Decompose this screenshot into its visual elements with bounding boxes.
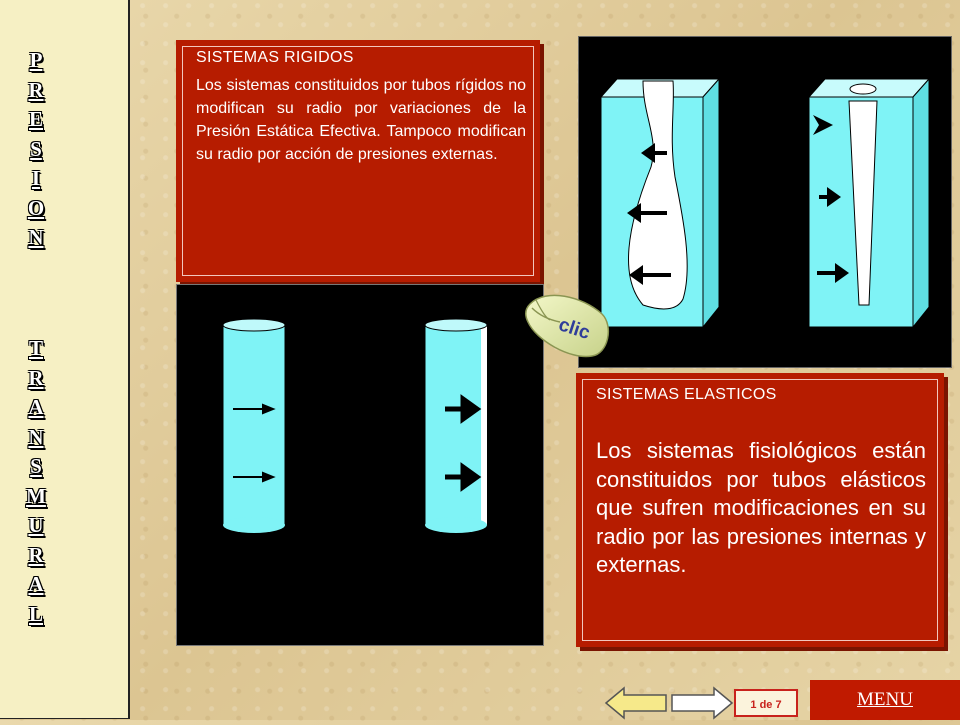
forward-button[interactable] [670, 686, 734, 720]
sidebar-letter: U [28, 513, 44, 537]
sidebar-letter: A [28, 572, 44, 596]
rigid-tubes-drawing [177, 285, 543, 645]
sidebar-letter: E [28, 107, 43, 131]
elastic-tubes-figure [578, 36, 952, 368]
rigid-systems-title: SISTEMAS RIGIDOS [196, 49, 354, 66]
sidebar [0, 0, 130, 719]
sidebar-letter: L [28, 601, 43, 626]
sidebar-letter: O [27, 195, 45, 220]
sidebar-letter: A [28, 395, 44, 419]
dilated-tube-block [601, 79, 719, 327]
elastic-systems-box [576, 373, 944, 647]
rigid-tube-left [223, 319, 285, 533]
sidebar-letter: I [31, 166, 41, 190]
sidebar-letter: S [30, 136, 42, 161]
back-button[interactable] [604, 686, 668, 720]
sidebar-letter: R [28, 365, 44, 390]
sidebar-letter: R [28, 77, 44, 102]
elastic-systems-title: SISTEMAS ELASTICOS [596, 386, 777, 403]
right-arrow-icon [670, 686, 734, 720]
rigid-tubes-figure [176, 284, 544, 646]
rigid-systems-box [176, 40, 540, 282]
clic-label: clic [555, 314, 593, 345]
vertical-word-transmural [0, 334, 72, 629]
sidebar-letter: M [26, 483, 46, 508]
sidebar-letter: N [28, 424, 44, 449]
sidebar-letter: P [29, 48, 43, 72]
clic-mouse-button[interactable] [522, 290, 610, 360]
page-indicator: 1 de 7 [734, 689, 798, 717]
rigid-systems-text: Los sistemas constituidos por tubos rígidos no modifican su radio por variaciones de la Presión Estática Efectiva. Tampoco modifican su radio por acción de presiones externas. [196, 77, 526, 163]
rigid-tube-right [425, 319, 487, 533]
computer-mouse-icon [522, 290, 610, 360]
elastic-tubes-drawing [579, 37, 951, 367]
elastic-systems-text: Los sistemas fisiológicos están constituidos por tubos elásticos que sufren modificaciones en su radio por las presiones internas y externas. [596, 438, 926, 577]
left-arrow-icon [604, 686, 668, 720]
sidebar-letter: N [28, 225, 44, 249]
vertical-word-presion [0, 46, 72, 253]
menu-button[interactable]: MENU [810, 680, 960, 720]
sidebar-letter: R [28, 542, 44, 567]
sidebar-letter: S [30, 454, 42, 478]
sidebar-letter: T [28, 336, 43, 360]
